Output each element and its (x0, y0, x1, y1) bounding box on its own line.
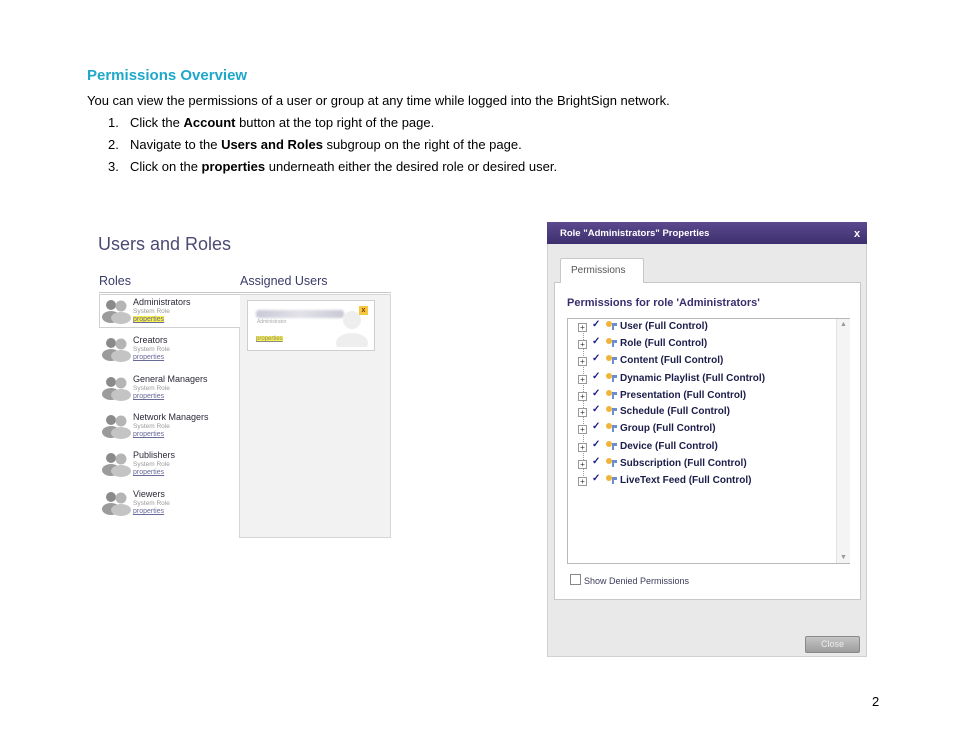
permission-icon (605, 474, 618, 486)
permission-label: Device (Full Control) (620, 441, 718, 452)
step-number: 1. (108, 115, 119, 130)
permission-row[interactable] (578, 457, 818, 473)
check-icon: ✓ (592, 336, 601, 347)
permission-row[interactable] (578, 440, 818, 456)
expand-icon[interactable]: + (578, 443, 587, 452)
role-item-administrators[interactable] (101, 296, 239, 330)
permission-icon (605, 372, 618, 384)
check-icon: ✓ (592, 473, 601, 484)
step-bold: Users and Roles (221, 137, 323, 152)
step-text: Click on the (130, 159, 202, 174)
step-3 (108, 159, 557, 174)
role-type: System Role (133, 423, 170, 430)
page-number: 2 (872, 694, 880, 709)
users-roles-title: Users and Roles (98, 234, 232, 254)
permission-row[interactable] (578, 354, 818, 370)
role-type: System Role (133, 308, 170, 315)
permission-label: Schedule (Full Control) (620, 406, 730, 417)
check-icon: ✓ (592, 439, 601, 450)
step-number: 3. (108, 159, 119, 174)
permission-label: Presentation (Full Control) (620, 390, 747, 401)
permission-icon (605, 389, 618, 401)
check-icon: ✓ (592, 404, 601, 415)
dialog-title: Role "Administrators" Properties (560, 228, 710, 239)
permission-row[interactable] (578, 474, 818, 490)
step-text: Click the (130, 115, 184, 130)
role-name: Network Managers (133, 412, 209, 422)
step-text: subgroup on the right of the page. (322, 137, 522, 152)
check-icon: ✓ (592, 388, 601, 399)
step-number: 2. (108, 137, 119, 152)
permission-label: User (Full Control) (620, 321, 708, 332)
assigned-users-header: Assigned Users (240, 274, 328, 288)
scroll-up-icon[interactable]: ▲ (840, 321, 847, 328)
step-bold: properties (201, 159, 266, 174)
remove-user-icon[interactable]: x (359, 306, 368, 315)
role-type: System Role (133, 346, 170, 353)
section-heading: Permissions Overview (87, 67, 248, 84)
roles-header: Roles (99, 274, 131, 288)
role-type: System Role (133, 385, 170, 392)
permission-label: Group (Full Control) (620, 423, 716, 434)
role-name: Creators (133, 335, 168, 345)
blurred-username (256, 310, 344, 318)
permission-icon (605, 440, 618, 452)
permission-icon (605, 320, 618, 332)
expand-icon[interactable]: + (578, 323, 587, 332)
close-button[interactable]: Close (805, 636, 860, 653)
user-role-label: Administrator (257, 319, 287, 325)
role-item-publishers[interactable] (101, 449, 239, 483)
role-properties-link[interactable]: properties (133, 469, 165, 476)
permission-icon (605, 422, 618, 434)
permission-label: Subscription (Full Control) (620, 458, 747, 469)
check-icon: ✓ (592, 456, 601, 467)
users-group-icon (101, 411, 133, 439)
permission-icon (605, 354, 618, 366)
users-group-icon (101, 296, 133, 324)
step-text: Navigate to the (130, 137, 222, 152)
step-1 (108, 115, 434, 130)
role-item-general-managers[interactable] (101, 373, 239, 407)
permission-label: LiveText Feed (Full Control) (620, 475, 752, 486)
check-icon: ✓ (592, 421, 601, 432)
intro-paragraph: You can view the permissions of a user or group at any time while logged into the BrightSign network. (87, 93, 670, 108)
permission-row[interactable] (578, 405, 818, 421)
header-divider (99, 292, 391, 293)
show-denied-label: Show Denied Permissions (584, 576, 690, 586)
role-item-viewers[interactable] (101, 488, 239, 522)
role-type: System Role (133, 461, 170, 468)
role-properties-link[interactable]: properties (133, 354, 165, 361)
role-name: General Managers (133, 374, 208, 384)
users-group-icon (101, 334, 133, 362)
check-icon: ✓ (592, 353, 601, 364)
users-group-icon (101, 373, 133, 401)
permissions-heading: Permissions for role 'Administrators' (567, 297, 760, 309)
scrollbar[interactable] (836, 319, 850, 563)
expand-icon[interactable]: + (578, 340, 587, 349)
role-properties-link[interactable]: properties (133, 316, 165, 323)
role-item-creators[interactable] (101, 334, 239, 368)
tab-permissions-label: Permissions (571, 265, 626, 276)
step-bold: Account (183, 115, 236, 130)
role-name: Viewers (133, 489, 165, 499)
role-type: System Role (133, 500, 170, 507)
user-properties-link[interactable]: properties (256, 336, 283, 342)
permission-row[interactable] (578, 422, 818, 438)
step-2 (108, 137, 522, 152)
permission-icon (605, 337, 618, 349)
role-properties-link[interactable]: properties (133, 508, 165, 515)
role-properties-link[interactable]: properties (133, 431, 165, 438)
permission-row[interactable] (578, 372, 818, 388)
permission-icon (605, 457, 618, 469)
show-denied-checkbox[interactable] (570, 574, 581, 585)
permission-label: Dynamic Playlist (Full Control) (620, 373, 766, 384)
users-group-icon (101, 449, 133, 477)
permission-icon (605, 405, 618, 417)
permission-label: Content (Full Control) (620, 355, 724, 366)
role-name: Administrators (133, 297, 191, 307)
role-name: Publishers (133, 450, 176, 460)
users-group-icon (101, 488, 133, 516)
permission-row[interactable] (578, 320, 818, 336)
permission-row[interactable] (578, 389, 818, 405)
close-icon[interactable]: x (854, 228, 861, 240)
assigned-user-card[interactable] (247, 300, 375, 351)
expand-icon[interactable]: + (578, 375, 587, 384)
expand-icon[interactable]: + (578, 460, 587, 469)
expand-icon[interactable]: + (578, 425, 587, 434)
expand-icon[interactable]: + (578, 392, 587, 401)
expand-icon[interactable]: + (578, 477, 587, 486)
role-item-network-managers[interactable] (101, 411, 239, 445)
step-text: button at the top right of the page. (235, 115, 435, 130)
check-icon: ✓ (592, 371, 601, 382)
role-properties-link[interactable]: properties (133, 393, 165, 400)
step-text: underneath either the desired role or desired user. (265, 159, 558, 174)
check-icon: ✓ (592, 319, 601, 330)
permission-label: Role (Full Control) (620, 338, 708, 349)
expand-icon[interactable]: + (578, 408, 587, 417)
permission-row[interactable] (578, 337, 818, 353)
expand-icon[interactable]: + (578, 357, 587, 366)
scroll-down-icon[interactable]: ▼ (840, 554, 847, 561)
